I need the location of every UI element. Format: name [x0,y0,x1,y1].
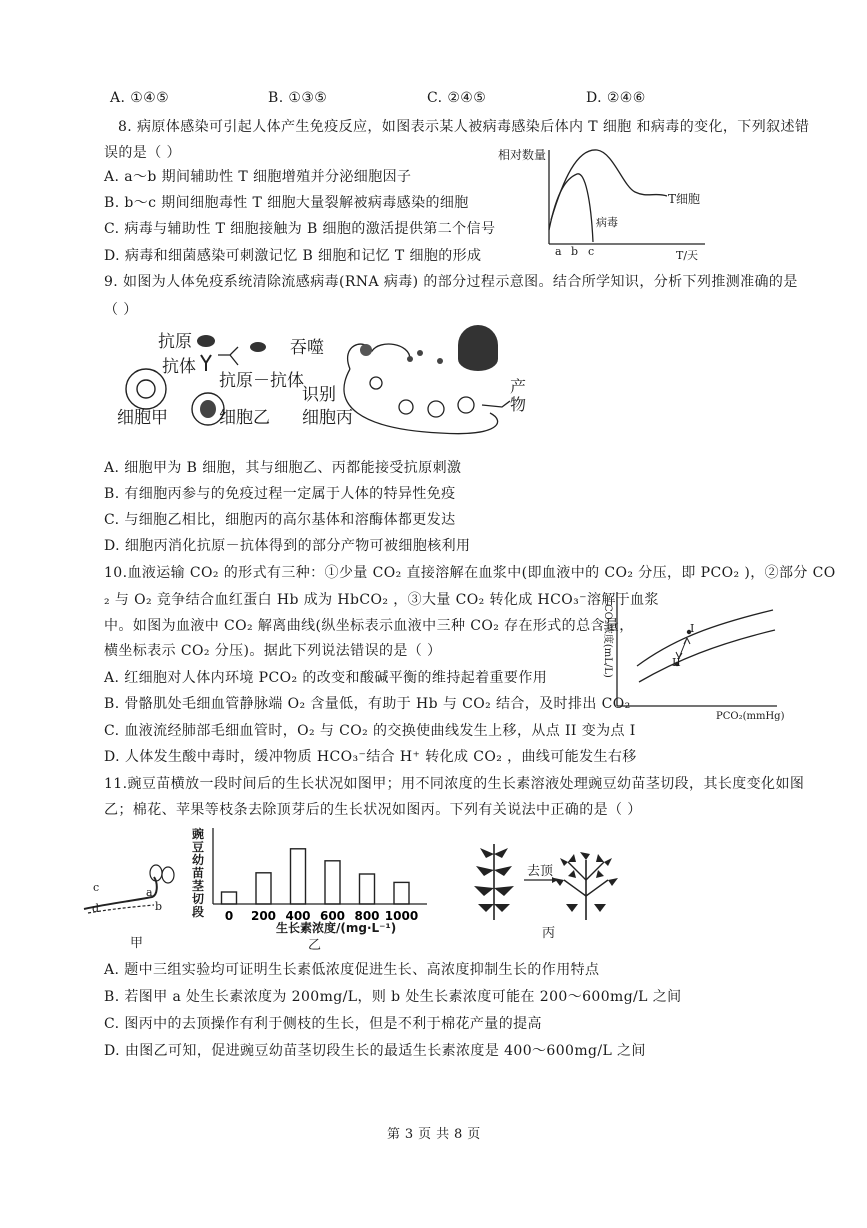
q9-cell-b: 细胞乙 [219,408,270,428]
q9-option-c: C. 与细胞乙相比，细胞丙的高尔基体和溶酶体都更发达 [104,512,456,528]
q9-product: 产物 [510,377,527,414]
q11-jia-label-d: d [92,902,100,915]
q11-option-a: A. 题中三组实验均可证明生长素低浓度促进生长、高浓度抑制生长的作用特点 [104,962,600,978]
q11-jia-caption: 甲 [130,936,144,951]
q10-stem: 10.血液运输 CO₂ 的形式有三种：①少量 CO₂ 直接溶解在血浆中(即血液中的 CO₂ 分压，即 PCO₂ )，②部分 CO [104,565,836,581]
q10-xlabel: PCO₂(mmHg) [716,711,785,722]
bar-1000 [394,882,409,904]
q8-tick-c: c [588,245,595,258]
q10-co2-curve-graph [605,588,785,723]
q11-stem: 11.豌豆苗横放一段时间后的生长状况如图甲；用不同浓度的生长素溶液处理豌豆幼苗茎切段，其长度变化如图 [104,776,805,792]
q11-option-c: C. 图丙中的去顶操作有利于侧枝的生长，但是不利于棉花产量的提高 [104,1016,542,1032]
q8-option-d: D. 病毒和细菌感染可刺激记忆 B 细胞和记忆 T 细胞的形成 [104,248,482,264]
q8-ylabel: 相对数量 [498,148,547,162]
q11-yi-caption: 乙 [308,938,322,953]
q8-option-a: A. a～b 期间辅助性 T 细胞增殖并分泌细胞因子 [104,169,412,185]
q11-chart-ylabel: 豌豆幼苗茎切段 [192,827,205,919]
q8-xlabel: T/天 [676,249,699,262]
bar-400 [291,849,306,904]
q10-point-i-label: I [690,622,695,635]
q10-stem-4: 横坐标表示 CO₂ 分压)。据此下列说法错误的是（ ） [104,643,442,659]
tick-label-400: 400 [285,909,311,923]
q11-jia-label-c: c [93,881,100,894]
q8-stem: 8. 病原体感染可引起人体产生免疫反应，如图表示某人被病毒感染后体内 T 细胞 和病毒的变化，下列叙述错 [118,119,810,135]
bar-0 [222,892,237,904]
q7-option-b: B. ①③⑤ [268,90,328,106]
bar-200 [256,873,271,904]
tcell-curve [551,150,667,220]
q9-cell-c: 细胞丙 [302,408,353,428]
q8-option-b: B. b～c 期间细胞毒性 T 细胞大量裂解被病毒感染的细胞 [104,195,469,211]
q10-stem-3: 中。如图为血液中 CO₂ 解离曲线(纵坐标表示血液中三种 CO₂ 存在形式的总含量， [104,618,634,634]
q9-antigen: 抗原 [158,332,192,352]
q11-jia-label-a: a [146,886,153,899]
q11-bing-arrow-label: 去顶 [527,864,554,879]
q9-recognize: 识别 [302,385,336,405]
tick-label-600: 600 [319,909,346,923]
q10-option-d: D. 人体发生酸中毒时，缓冲物质 HCO₃⁻结合 H⁺ 转化成 CO₂ ，曲线可能发生右移 [104,749,637,765]
q8-tick-b: b [571,245,579,258]
q9-engulf: 吞噬 [290,338,324,358]
tick-label-800: 800 [354,909,380,923]
q9-antibody: 抗体 [162,357,196,377]
q11-jia-label-b: b [155,900,163,913]
q11-option-d: D. 由图乙可知，促进豌豆幼苗茎切段生长的最适生长素浓度是 400～600mg/L 之间 [104,1043,646,1059]
q10-option-a: A. 红细胞对人体内环境 PCO₂ 的改变和酸碱平衡的维持起着重要作用 [104,670,548,686]
q7-option-d: D. ②④⑥ [586,90,646,106]
q10-option-b: B. 骨骼肌处毛细血管静脉端 O₂ 含量低，有助于 Hb 与 CO₂ 结合，及时排出 CO₂ [104,696,631,712]
q11-bing-caption: 丙 [542,926,556,941]
page-footer: 第 3 页 共 8 页 [387,1127,481,1142]
q10-point-ii-label: II [672,656,681,669]
q11-fig-bing-plants [458,840,618,925]
q9-option-d: D. 细胞丙消化抗原－抗体得到的部分产物可被细胞核利用 [104,538,471,554]
q7-option-a: A. ①④⑤ [110,90,170,106]
tick-label-200: 200 [250,909,277,923]
q9-antigen-antibody: 抗原－抗体 [219,371,304,391]
virus-curve [549,174,593,242]
q8-tick-a: a [555,245,562,258]
tick-label-0: 0 [224,909,234,923]
q8-virus-label: 病毒 [596,216,618,229]
q11-stem-cont: 乙；棉花、苹果等枝条去除顶芽后的生长状况如图丙。下列有关说法中正确的是（ ） [104,802,642,818]
q10-stem-2: ₂ 与 O₂ 竞争结合血红蛋白 Hb 成为 HbCO₂ ，③大量 CO₂ 转化成 HCO₃⁻溶解于血浆 [104,592,659,608]
bar-600 [325,861,340,904]
q8-stem-cont: 误的是（ ） [104,145,181,161]
q9-option-b: B. 有细胞丙参与的免疫过程一定属于人体的特异性免疫 [104,486,456,502]
curve-upper [637,610,773,666]
q9-stem-cont: （ ） [104,302,138,318]
q11-option-b: B. 若图甲 a 处生长素浓度为 200mg/L，则 b 处生长素浓度可能在 200～600mg/L 之间 [104,989,682,1005]
q8-tcell-label: T细胞 [668,192,701,206]
q10-option-c: C. 血液流经肺部毛细血管时，O₂ 与 CO₂ 的交换使曲线发生上移，从点 II 变为点 I [104,723,636,739]
q10-ylabel: CO₂浓度(mL/L) [602,604,613,678]
bar-800 [360,874,375,904]
q9-stem: 9. 如图为人体免疫系统清除流感病毒(RNA 病毒) 的部分过程示意图。结合所学知识，分析下列推测准确的是 [104,274,798,290]
q9-option-a: A. 细胞甲为 B 细胞，其与细胞乙、丙都能接受抗原刺激 [104,460,462,476]
tick-label-1000: 1000 [384,909,419,923]
q8-option-c: C. 病毒与辅助性 T 细胞接触为 B 细胞的激活提供第二个信号 [104,221,496,237]
q7-option-c: C. ②④⑤ [427,90,487,106]
curve-lower [639,630,775,682]
q11-chart-xlabel: 生长素浓度/(mg·L⁻¹) [276,921,397,935]
q9-cell-a: 细胞甲 [117,408,168,428]
